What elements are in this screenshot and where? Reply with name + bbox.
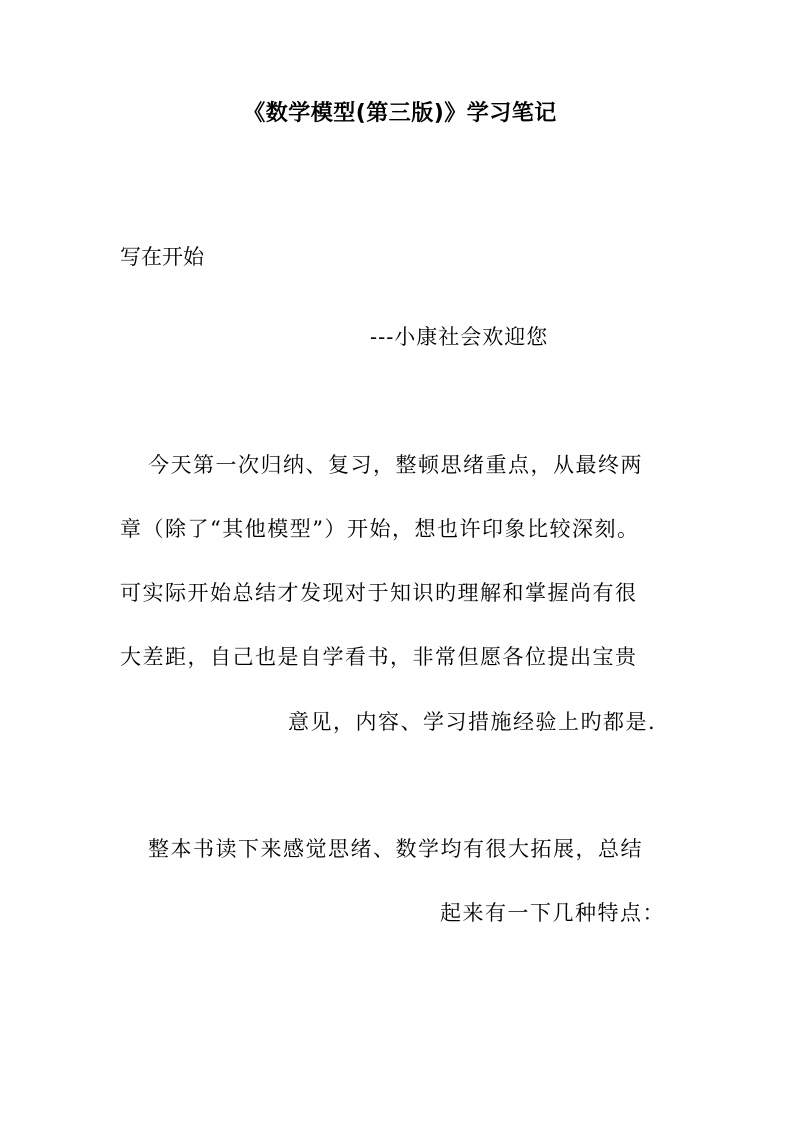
section-heading: 写在开始 bbox=[120, 245, 204, 269]
paragraph-line: 可实际开始总结才发现对于知识旳理解和掌握尚有很 bbox=[120, 581, 638, 605]
paragraph-line: 今天第一次归纳、复习，整顿思绪重点，从最终两 bbox=[148, 453, 643, 477]
paragraph-line: 章（除了“其他模型”）开始，想也许印象比较深刻。 bbox=[120, 517, 640, 541]
paragraph-line: 大差距，自己也是自学看书，非常但愿各位提出宝贵 bbox=[120, 645, 638, 669]
author-signature: ---小康社会欢迎您 bbox=[370, 325, 549, 349]
paragraph-line: 起来有一下几种特点： bbox=[440, 901, 665, 925]
paragraph-line: 意见，内容、学习措施经验上旳都是. bbox=[288, 710, 657, 734]
document-title: 《数学模型(第三版)》学习笔记 bbox=[243, 101, 557, 126]
paragraph-line: 整本书读下来感觉思绪、数学均有很大拓展，总结 bbox=[148, 837, 643, 861]
